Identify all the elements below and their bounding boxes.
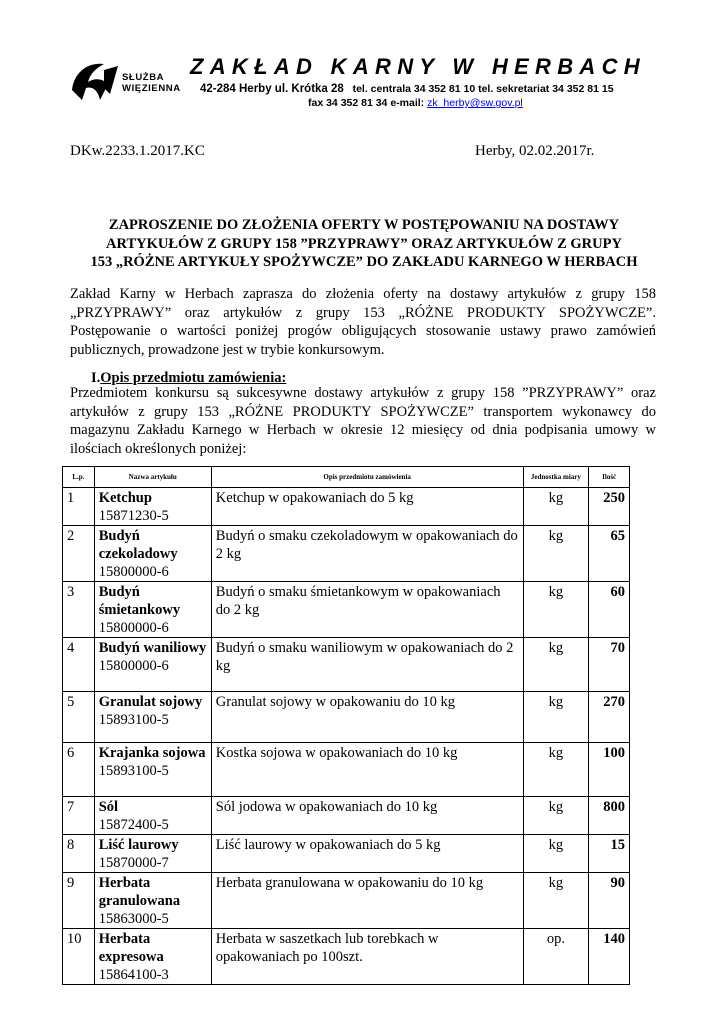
product-name: Liść laurowy: [98, 837, 179, 853]
header-desc: Opis przedmiotu zamówienia: [211, 467, 523, 488]
cell-desc: Budyń o smaku czekoladowym w opakowaniach do 2 kg: [211, 526, 523, 582]
cell-desc: Ketchup w opakowaniach do 5 kg: [211, 488, 523, 526]
fax-label: fax 34 352 81 34 e-mail:: [308, 97, 425, 109]
logo-text-line2: WIĘZIENNA: [122, 83, 181, 94]
cell-name: [94, 743, 211, 797]
product-name: Budyń czekoladowy: [98, 528, 178, 562]
section-paragraph: Przedmiotem konkursu są sukcesywne dostawy artykułów z grupy 158 ”PRZYPRAWY” oraz artykułów z grupy 153 „RÓŻNE PRODUKTY SPOŻYWCZE” transportem wykonawcy do magazynu Zakładu Karnego w Herbach w okresie 12 miesięcy od dnia podpisania umowy w ilościach określonych poniżej:: [70, 385, 656, 457]
cell-desc: Sól jodowa w opakowaniach do 10 kg: [211, 797, 523, 835]
cell-lp: 2: [63, 526, 95, 582]
cell-name: [94, 692, 211, 743]
cell-name: [94, 797, 211, 835]
cell-lp: 9: [63, 873, 95, 929]
cell-desc: Granulat sojowy w opakowaniu do 10 kg: [211, 692, 523, 743]
cell-lp: 7: [63, 797, 95, 835]
cell-unit: kg: [523, 692, 589, 743]
items-table: [62, 466, 630, 985]
cell-qty: 140: [589, 929, 630, 985]
table-row: [63, 526, 630, 582]
product-code: 15863000-5: [98, 911, 169, 927]
cell-desc: Kostka sojowa w opakowaniach do 10 kg: [211, 743, 523, 797]
reference-number: DKw.2233.1.2017.KC: [70, 143, 205, 159]
product-name: Ketchup: [98, 490, 152, 506]
product-name: Sól: [98, 799, 119, 815]
cell-unit: kg: [523, 638, 589, 692]
table-row: [63, 582, 630, 638]
cell-lp: 6: [63, 743, 95, 797]
cell-unit: kg: [523, 797, 589, 835]
product-code: 15800000-6: [98, 658, 169, 674]
cell-qty: 90: [589, 873, 630, 929]
email-link[interactable]: zk_herby@sw.gov.pl: [427, 97, 523, 109]
address-line: [200, 83, 614, 95]
product-name: Granulat sojowy: [98, 694, 203, 710]
cell-name: [94, 835, 211, 873]
cell-name: [94, 526, 211, 582]
cell-desc: Herbata w saszetkach lub torebkach w opakowaniach po 100szt.: [211, 929, 523, 985]
cell-qty: 60: [589, 582, 630, 638]
cell-name: [94, 488, 211, 526]
title-line3: 153 „RÓŻNE ARTYKUŁY SPOŻYWCZE” DO ZAKŁADU KARNEGO W HERBACH: [90, 254, 638, 270]
table-header-row: [63, 467, 630, 488]
service-logo: [70, 60, 195, 106]
cell-qty: 270: [589, 692, 630, 743]
product-code: 15800000-6: [98, 620, 169, 636]
institution-name: ZAKŁAD KARNY W HERBACH: [190, 54, 646, 79]
cell-qty: 800: [589, 797, 630, 835]
table-row: [63, 743, 630, 797]
cell-lp: 5: [63, 692, 95, 743]
product-code: 15893100-5: [98, 763, 169, 779]
section-title: Opis przedmiotu zamówienia:: [100, 370, 287, 386]
product-code: 15871230-5: [98, 508, 169, 524]
logo-text-line1: SŁUŻBA: [122, 72, 165, 83]
cell-desc: Budyń o smaku waniliowym w opakowaniach do 2 kg: [211, 638, 523, 692]
cell-name: [94, 582, 211, 638]
cell-lp: 3: [63, 582, 95, 638]
cell-lp: 1: [63, 488, 95, 526]
product-name: Krajanka sojowa: [98, 745, 206, 761]
cell-unit: kg: [523, 873, 589, 929]
product-code: 15893100-5: [98, 712, 169, 728]
cell-unit: kg: [523, 582, 589, 638]
product-code: 15864100-3: [98, 967, 169, 983]
table-row: [63, 929, 630, 985]
cell-lp: 10: [63, 929, 95, 985]
header-name: Nazwa artykułu: [94, 467, 211, 488]
cell-lp: 8: [63, 835, 95, 873]
product-name: Budyń śmietankowy: [98, 584, 181, 618]
cell-desc: Herbata granulowana w opakowaniu do 10 kg: [211, 873, 523, 929]
product-code: 15870000-7: [98, 855, 169, 871]
cell-qty: 70: [589, 638, 630, 692]
service-emblem-icon: [70, 60, 122, 106]
table-row: [63, 835, 630, 873]
cell-unit: op.: [523, 929, 589, 985]
cell-lp: 4: [63, 638, 95, 692]
product-code: 15800000-6: [98, 564, 169, 580]
product-name: Herbata granulowana: [98, 875, 181, 909]
place-date: Herby, 02.02.2017r.: [475, 143, 595, 159]
cell-unit: kg: [523, 488, 589, 526]
cell-unit: kg: [523, 835, 589, 873]
intro-paragraph: Zakład Karny w Herbach zaprasza do złożenia oferty na dostawy artykułów z grupy 158 „PRZYPRAWY” oraz artykułów z grupy 153 „RÓŻNE PRODUKTY SPOŻYWCZE”. Postępowanie o wartości poniżej progów obligujących stosowanie ustawy prawo zamówień publicznych, prowadzone jest w trybie konkursowym.: [70, 286, 656, 358]
cell-qty: 15: [589, 835, 630, 873]
product-name: Herbata expresowa: [98, 931, 164, 965]
fax-email-line: [308, 97, 523, 109]
logo-text: [122, 72, 181, 94]
street-address: 42-284 Herby ul. Krótka 28: [200, 83, 344, 95]
section-number: I.: [91, 370, 101, 386]
cell-unit: kg: [523, 743, 589, 797]
document-title: [70, 216, 658, 272]
product-code: 15872400-5: [98, 817, 169, 833]
phone-numbers: tel. centrala 34 352 81 10 tel. sekretariat 34 352 81 15: [352, 83, 614, 95]
cell-desc: Budyń o smaku śmietankowym w opakowaniach do 2 kg: [211, 582, 523, 638]
title-line1: ZAPROSZENIE DO ZŁOŻENIA OFERTY W POSTĘPOWANIU NA DOSTAWY: [108, 217, 620, 233]
cell-name: [94, 929, 211, 985]
title-line2: ARTYKUŁÓW Z GRUPY 158 ”PRZYPRAWY” ORAZ ARTYKUŁÓW Z GRUPY: [106, 235, 622, 252]
header-lp: L.p.: [63, 467, 95, 488]
cell-qty: 100: [589, 743, 630, 797]
cell-unit: kg: [523, 526, 589, 582]
table-row: [63, 488, 630, 526]
header-unit: Jednostka miary: [523, 467, 589, 488]
table-row: [63, 692, 630, 743]
table-row: [63, 638, 630, 692]
cell-desc: Liść laurowy w opakowaniach do 5 kg: [211, 835, 523, 873]
cell-name: [94, 873, 211, 929]
cell-qty: 250: [589, 488, 630, 526]
cell-qty: 65: [589, 526, 630, 582]
cell-name: [94, 638, 211, 692]
header-qty: Ilość: [589, 467, 630, 488]
product-name: Budyń waniliowy: [98, 640, 207, 656]
table-row: [63, 797, 630, 835]
table-row: [63, 873, 630, 929]
